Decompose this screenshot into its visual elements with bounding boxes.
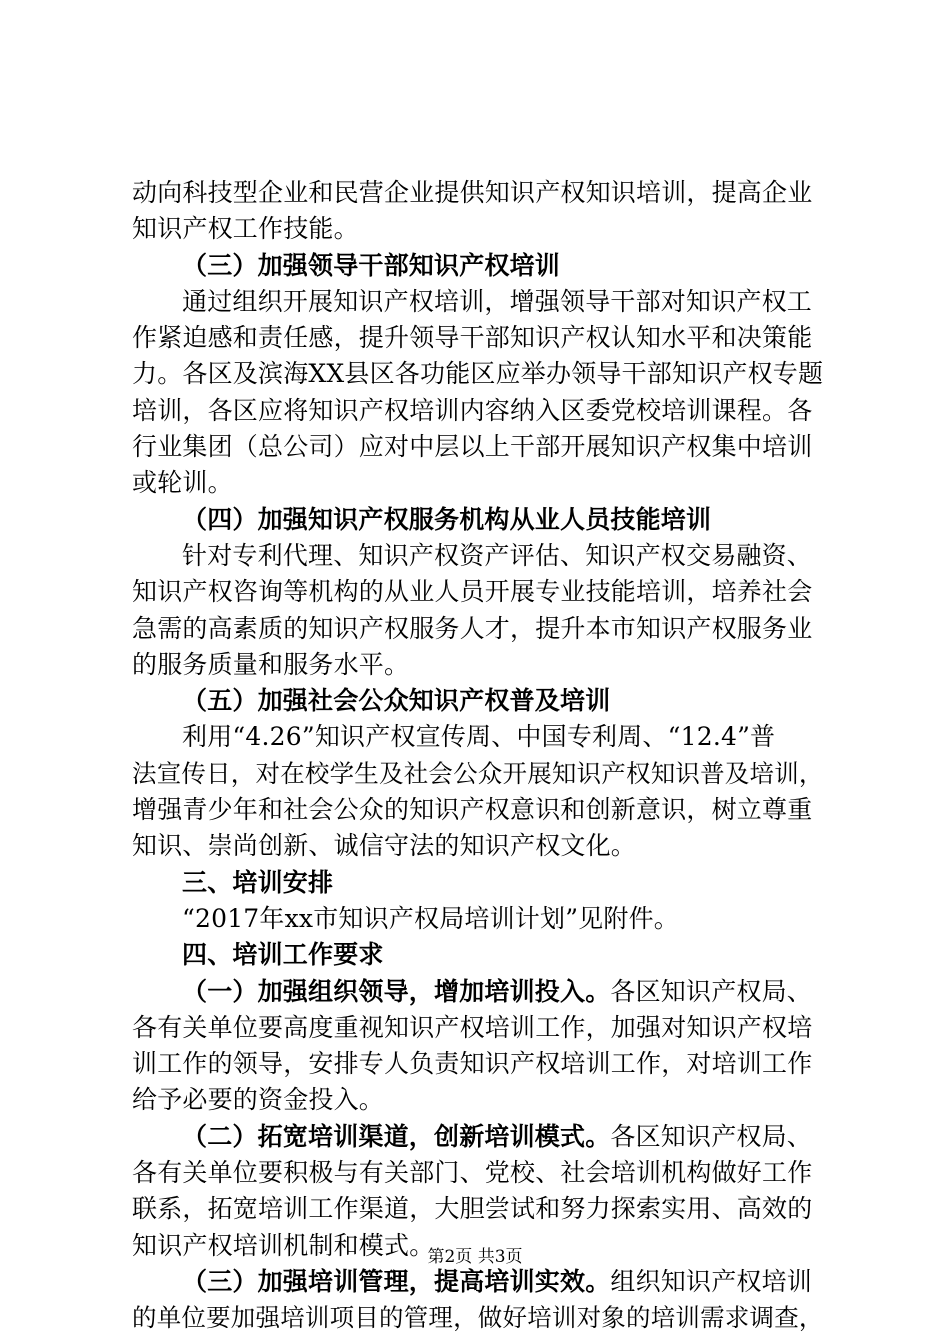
lead-continuation: 各区知识产权局、: [610, 1121, 813, 1151]
paragraph-line: [132, 1264, 837, 1300]
chapter-heading: 三、培训安排: [182, 867, 334, 897]
section-heading: （三）加强领导干部知识产权培训: [182, 250, 561, 280]
bold-lead: （三）加强培训管理，提高培训实效。: [182, 1266, 611, 1296]
paragraph-line: 法宣传日，对在校学生及社会公众开展知识产权知识普及培训，: [132, 758, 824, 788]
paragraph-line: 知识产权培训机制和模式。: [132, 1230, 435, 1260]
paragraph-line: 知识、崇尚创新、诚信守法的知识产权文化。: [132, 831, 637, 861]
page-footer: 第2页 共3页: [427, 1247, 523, 1267]
paragraph-line: 知识产权咨询等机构的从业人员开展专业技能培训，培养社会: [132, 577, 813, 607]
paragraph-line: 动向科技型企业和民营企业提供知识产权知识培训，提高企业: [132, 178, 813, 207]
bold-lead: （二）拓宽培训渠道，创新培训模式。: [182, 1121, 611, 1151]
lead-continuation: 组织知识产权培训: [610, 1266, 813, 1296]
paragraph-line: 力。各区及滨海XX县区各功能区应举办领导干部知识产权专题: [132, 359, 824, 389]
paragraph-line: 联系，拓宽培训工作渠道，大胆尝试和努力探索实用、高效的: [132, 1194, 813, 1224]
chapter-heading: 四、培训工作要求: [182, 940, 384, 970]
paragraph-line: [132, 974, 837, 1010]
paragraph-line: 通过组织开展知识产权培训，增强领导干部对知识产权工: [182, 286, 813, 316]
paragraph-line: “2017年xx市知识产权局培训计划”见附件。: [182, 903, 679, 933]
lead-continuation: 各区知识产权局、: [610, 976, 813, 1006]
paragraph-line: 训工作的领导，安排专人负责知识产权培训工作，对培训工作: [132, 1049, 813, 1079]
paragraph-line: 各有关单位要高度重视知识产权培训工作，加强对知识产权培: [132, 1012, 813, 1042]
paragraph-line: 增强青少年和社会公众的知识产权意识和创新意识，树立尊重: [132, 795, 813, 825]
paragraph-line: 或轮训。: [132, 468, 233, 498]
document-body: [132, 175, 837, 1337]
paragraph-line: 行业集团（总公司）应对中层以上干部开展知识产权集中培训: [132, 432, 813, 462]
paragraph-line: 的服务质量和服务水平。: [132, 649, 410, 679]
paragraph-line: 给予必要的资金投入。: [132, 1085, 385, 1115]
paragraph-line: 急需的高素质的知识产权服务人才，提升本市知识产权服务业: [132, 613, 813, 643]
paragraph-line: [132, 1119, 837, 1155]
paragraph-line: 针对专利代理、知识产权资产评估、知识产权交易融资、: [182, 540, 813, 570]
paragraph-line: 知识产权工作技能。: [132, 214, 359, 244]
paragraph-line: 培训，各区应将知识产权培训内容纳入区委党校培训课程。各: [132, 395, 813, 425]
paragraph-line: 的单位要加强培训项目的管理，做好培训对象的培训需求调查，: [132, 1303, 824, 1333]
paragraph-line: 利用“4.26”知识产权宣传周、中国专利周、“12.4”普: [182, 722, 776, 752]
section-heading: （四）加强知识产权服务机构从业人员技能培训: [182, 504, 712, 534]
bold-lead: （一）加强组织领导，增加培训投入。: [182, 976, 611, 1006]
paragraph-line: 各有关单位要积极与有关部门、党校、社会培训机构做好工作: [132, 1158, 813, 1188]
section-heading: （五）加强社会公众知识产权普及培训: [182, 686, 611, 716]
paragraph-line: 作紧迫感和责任感，提升领导干部知识产权认知水平和决策能: [132, 323, 813, 353]
